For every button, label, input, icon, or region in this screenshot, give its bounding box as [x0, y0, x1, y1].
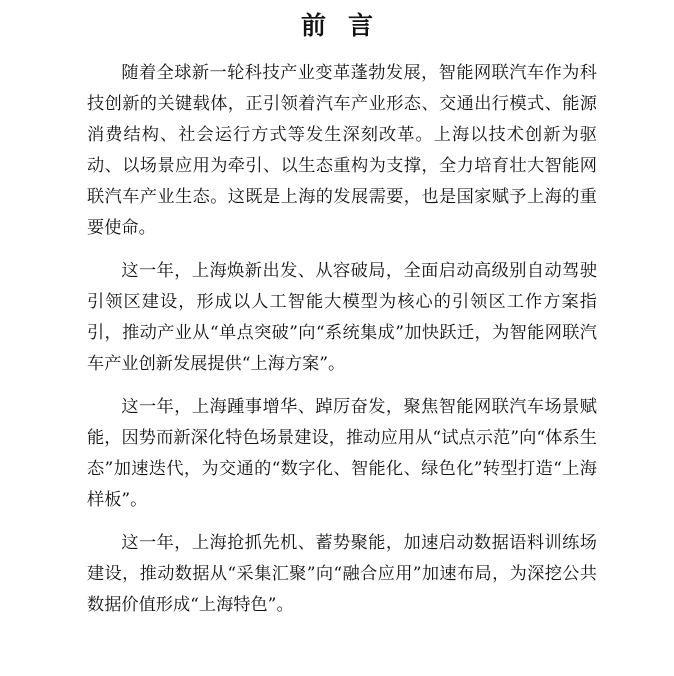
document-body [87, 58, 597, 621]
paragraph-data-training: 这一年，上海抢抓先机、蓄势聚能，加速启动数据语料训练场建设，推动数据从“采集汇聚”向“融合应用”加速布局，为深挖公共数据价值形成“上海特色”。 [87, 533, 597, 615]
page-title: 前言 [300, 11, 395, 40]
paragraph-pilot-zone: 这一年，上海焕新出发、从容破局，全面启动高级别自动驾驶引领区建设，形成以人工智能大模型为核心的引领区工作方案指引，推动产业从“单点突破”向“系统集成”加快跃迁，为智能网联汽车产业创新发展提供“上海方案”。 [87, 261, 597, 374]
paragraph-scenarios: 这一年，上海踵事增华、踔厉奋发，聚焦智能网联汽车场景赋能，因势而新深化特色场景建设，推动应用从“试点示范”向“体系生态”加速迭代，为交通的“数字化、智能化、绿色化”转型打造“上海样板”。 [87, 397, 597, 510]
paragraph-intro: 随着全球新一轮科技产业变革蓬勃发展，智能网联汽车作为科技创新的关键载体，正引领着汽车产业形态、交通出行模式、能源消费结构、社会运行方式等发生深刻改革。上海以技术创新为驱动、以场景应用为牵引、以生态重构为支撑，全力培育壮大智能网联汽车产业生态。这既是上海的发展需要，也是国家赋予上海的重要使命。 [87, 63, 597, 238]
